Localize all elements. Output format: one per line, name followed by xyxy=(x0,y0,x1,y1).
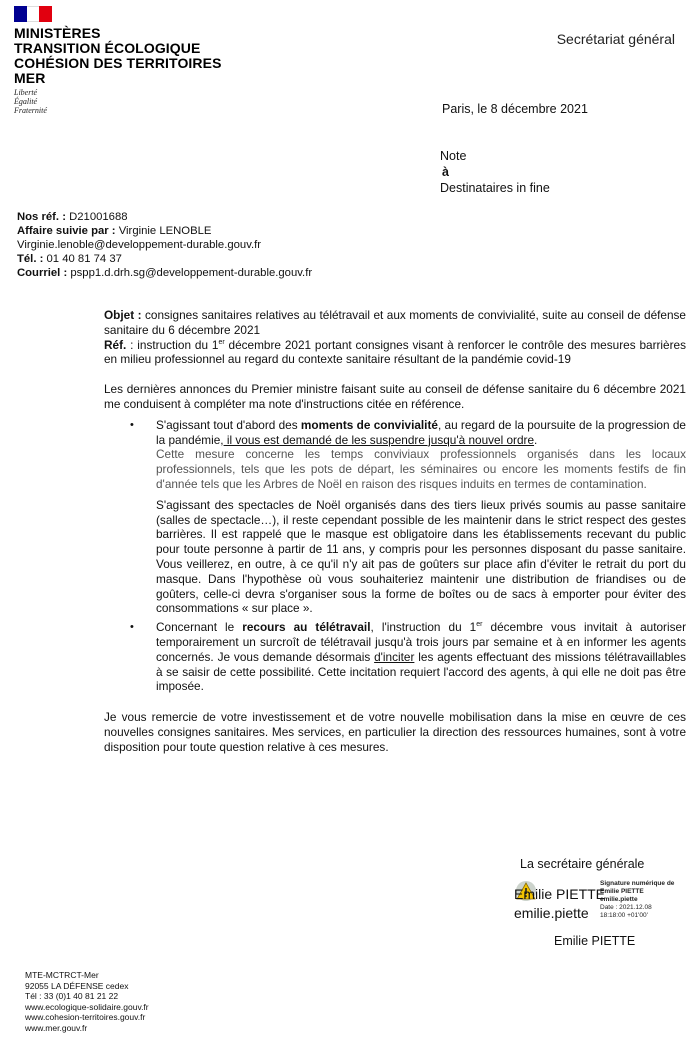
marianne-flag-icon xyxy=(14,6,52,22)
bullet-telework: • Concernant le recours au télétravail, l'instruction du 1er décembre vous invitait à autoriser temporairement un surcroît de télétravail jusqu'à trois jours par semaine et à en informer les agents concernés. Je vous demande désormais d'inciter les agents effectuant des missions télétravaillables à se saisir de cette possibilité. Cette incitation requiert l'accord des agents, à qui elle ne doit pas être imposée. xyxy=(130,620,686,694)
republic-motto: Liberté Égalité Fraternité xyxy=(14,88,47,115)
letter-date: Paris, le 8 décembre 2021 xyxy=(442,102,588,116)
closing-paragraph: Je vous remercie de votre investissement et de votre nouvelle mobilisation dans la mise en œuvre de ces nouvelles consignes sanitaires. Mes services, en particulier la direction des ressources humaines, sont à votre disposition pour toute question relative à ces mesures. xyxy=(104,710,686,754)
recipient-block: Note à Destinataires in fine xyxy=(440,149,550,195)
footer-link[interactable]: www.ecologique-solidaire.gouv.fr xyxy=(25,1001,149,1012)
letter-body xyxy=(104,308,686,755)
intro-paragraph: Les dernières annonces du Premier ministre faisant suite au conseil de défense sanitaire du 6 décembre 2021 me conduisent à compléter ma note d'instructions citée en référence. xyxy=(104,382,686,411)
footer-link[interactable]: www.cohesion-territoires.gouv.fr xyxy=(25,1012,146,1023)
digital-signature-name: Emilie PIETTE emilie.piette xyxy=(514,886,606,921)
secretariat-title: Secrétariat général xyxy=(556,31,675,47)
digital-signature-details: Signature numérique de Emilie PIETTE emilie.piette Date : 2021.12.08 18:18:00 +01'00' xyxy=(600,880,675,919)
contact-email: Virginie.lenoble@developpement-durable.gouv.fr xyxy=(17,239,262,251)
subject-line: Objet : consignes sanitaires relatives au télétravail et aux moments de convivialité, suite au conseil de défense sanitaire du 6 décembre 2021 xyxy=(104,308,686,337)
reference-block: Nos réf. : D21001688 Affaire suivie par : Virginie LENOBLE Virginie.lenoble@developpement-durable.gouv.fr Tél. : 01 40 81 74 37 Courriel : pspp1.d.drh.sg@developpement-durable.gouv.fr xyxy=(17,211,313,279)
ministry-name: MINISTÈRES TRANSITION ÉCOLOGIQUE COHÉSION DES TERRITOIRES MER xyxy=(14,25,222,86)
ministry-logo xyxy=(14,6,244,118)
footer-link[interactable]: www.mer.gouv.fr xyxy=(25,1022,88,1033)
signatory-name: Emilie PIETTE xyxy=(554,934,636,948)
bullet-conviviality: • S'agissant tout d'abord des moments de convivialité, au regard de la poursuite de la progression de la pandémie, il vous est demandé de les suspendre jusqu'à nouvel ordre. Cette mesure concerne les temps conviviaux professionnels organisés dans les locaux professionnels, tels que les pots de départ, les séminaires ou encore les moments festifs de fin d'année tels que les Arbres de Noël en raison des risques induits en termes de contamination. S'agissant des spectacles de Noël organisés dans des tiers lieux privés soumis au passe sanitaire (salles de spectacle…), il reste cependant possible de les maintenir dans le strict respect des gestes barrières. Il est rappelé que le masque est obligatoire dans les établissements recevant du public pour toute personne à partir de 11 ans, y compris pour les personnes disposant du passe sanitaire. Vous veillerez, en outre, à ce qu'il n'y ait pas de goûters sur place afin d'éviter le retrait du port du masque. Dans l'hypothèse où vous souhaiteriez maintenir une distribution de friandises ou de goûters, celle-ci devra s'organiser sous la forme de boîtes ou de sacs à emporter pour éviter des consommations « sur place ». xyxy=(130,417,686,616)
footer-address: MTE-MCTRCT-Mer 92055 LA DÉFENSE cedex Tél : 33 (0)1 40 81 21 22 www.ecologique-solidaire.gouv.fr www.cohesion-territoires.gouv.fr www.mer.gouv.fr xyxy=(25,970,149,1033)
reference-line: Réf. : instruction du 1er décembre 2021 portant consignes visant à renforcer le contrôle des mesures barrières en milieu professionnel au regard du contexte sanitaire résultant de la pandémie covid-19 xyxy=(104,337,686,367)
signatory-title: La secrétaire générale xyxy=(520,857,645,871)
